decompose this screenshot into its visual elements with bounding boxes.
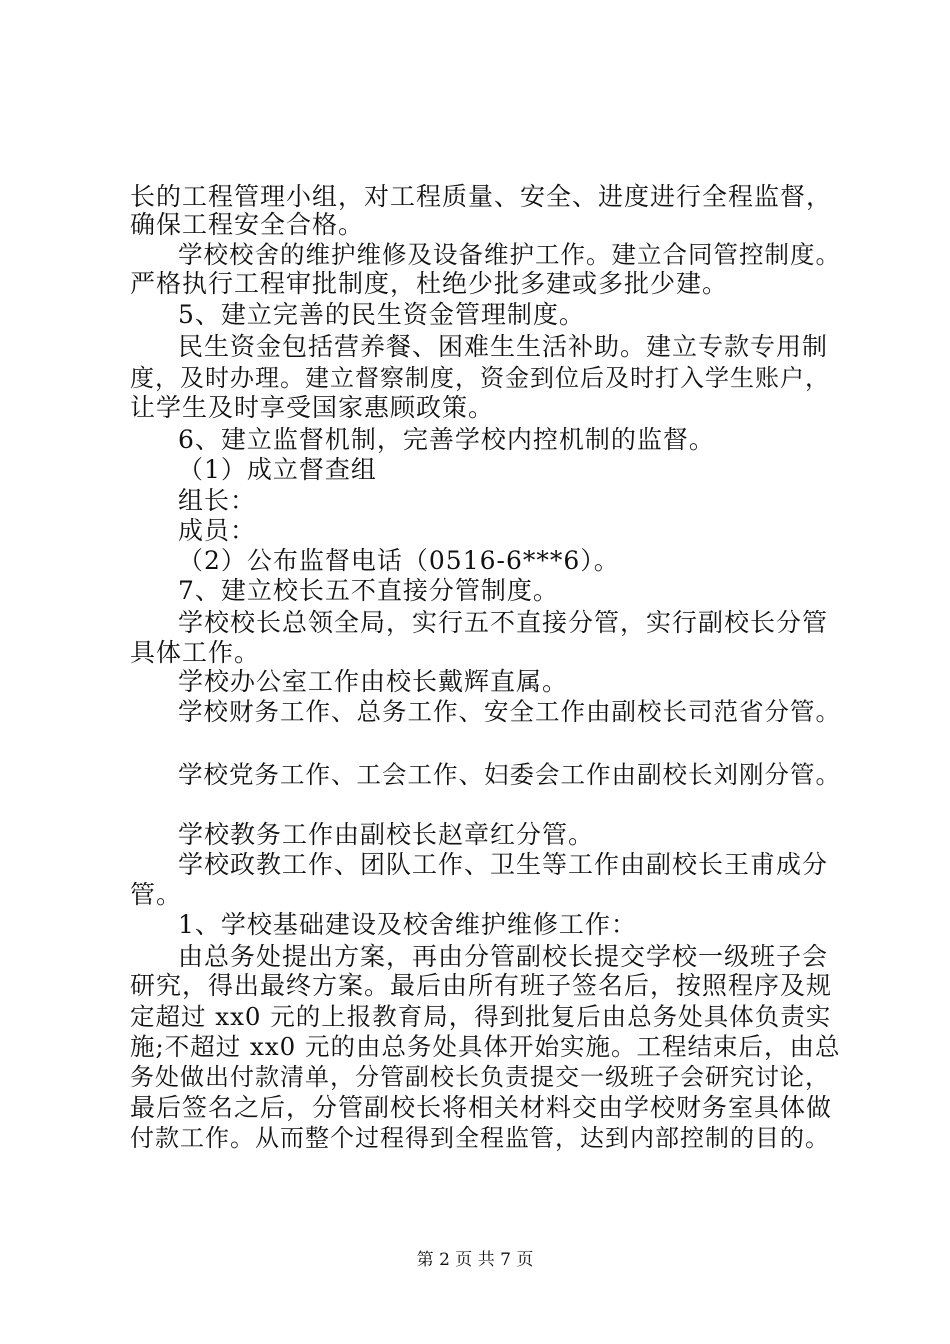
text-line: 具体工作。 <box>130 638 261 667</box>
text-line: 定超过 xx0 元的上报教育局，得到批复后由总务处具体负责实 <box>130 1002 832 1031</box>
text-line: 1、学校基础建设及校舍维护维修工作： <box>178 910 637 939</box>
text-line: 最后签名之后，分管副校长将相关材料交由学校财务室具体做 <box>130 1093 833 1122</box>
text-line: 由总务处提出方案，再由分管副校长提交学校一级班子会 <box>178 942 829 971</box>
page-number-footer: 第 2 页 共 7 页 <box>416 1250 534 1270</box>
text-line: 管。 <box>130 880 183 909</box>
text-line: 确保工程安全合格。 <box>130 210 365 239</box>
text-line: 务处做出付款清单，分管副校长负责提交一级班子会研究讨论， <box>130 1063 830 1091</box>
text-line: 成员： <box>178 516 257 545</box>
text-line: 长的工程管理小组，对工程质量、安全、进度进行全程监督， <box>130 182 833 211</box>
text-line: 组长： <box>178 486 257 515</box>
text-line: 学校政教工作、团队工作、卫生等工作由副校长王甫成分 <box>178 850 829 879</box>
text-line: 民生资金包括营养餐、困难生生活补助。建立专款专用制 <box>178 332 829 361</box>
text-line: 学校教务工作由副校长赵章红分管。 <box>178 820 595 849</box>
text-line: 学校党务工作、工会工作、妇委会工作由副校长刘刚分管。 <box>178 760 841 789</box>
text-line: 6、建立监督机制，完善学校内控机制的监督。 <box>178 425 715 454</box>
text-line: 度，及时办理。建立督察制度，资金到位后及时打入学生账户， <box>130 364 830 392</box>
text-line: 5、建立完善的民生资金管理制度。 <box>178 300 585 329</box>
text-line: 学校办公室工作由校长戴辉直属。 <box>178 667 569 696</box>
text-line: 研究，得出最终方案。最后由所有班子签名后，按照程序及规 <box>130 971 833 1000</box>
text-line: 严格执行工程审批制度，杜绝少批多建或多批少建。 <box>130 269 729 298</box>
text-line: 7、建立校长五不直接分管制度。 <box>178 576 559 605</box>
text-line: 让学生及时享受国家惠顾政策。 <box>130 393 495 422</box>
text-line: 学校校长总领全局，实行五不直接分管，实行副校长分管 <box>178 608 829 637</box>
text-line: （1）成立督查组 <box>178 455 377 484</box>
text-line: 付款工作。从而整个过程得到全程监管，达到内部控制的目的。 <box>130 1124 830 1152</box>
text-line: 学校校舍的维护维修及设备维护工作。建立合同管控制度。 <box>178 240 841 269</box>
text-line: 学校财务工作、总务工作、安全工作由副校长司范省分管。 <box>178 697 841 726</box>
text-line: （2）公布监督电话（0516-6***6）。 <box>178 546 620 575</box>
text-line: 施;不超过 xx0 元的由总务处具体开始实施。工程结束后，由总 <box>130 1032 841 1061</box>
